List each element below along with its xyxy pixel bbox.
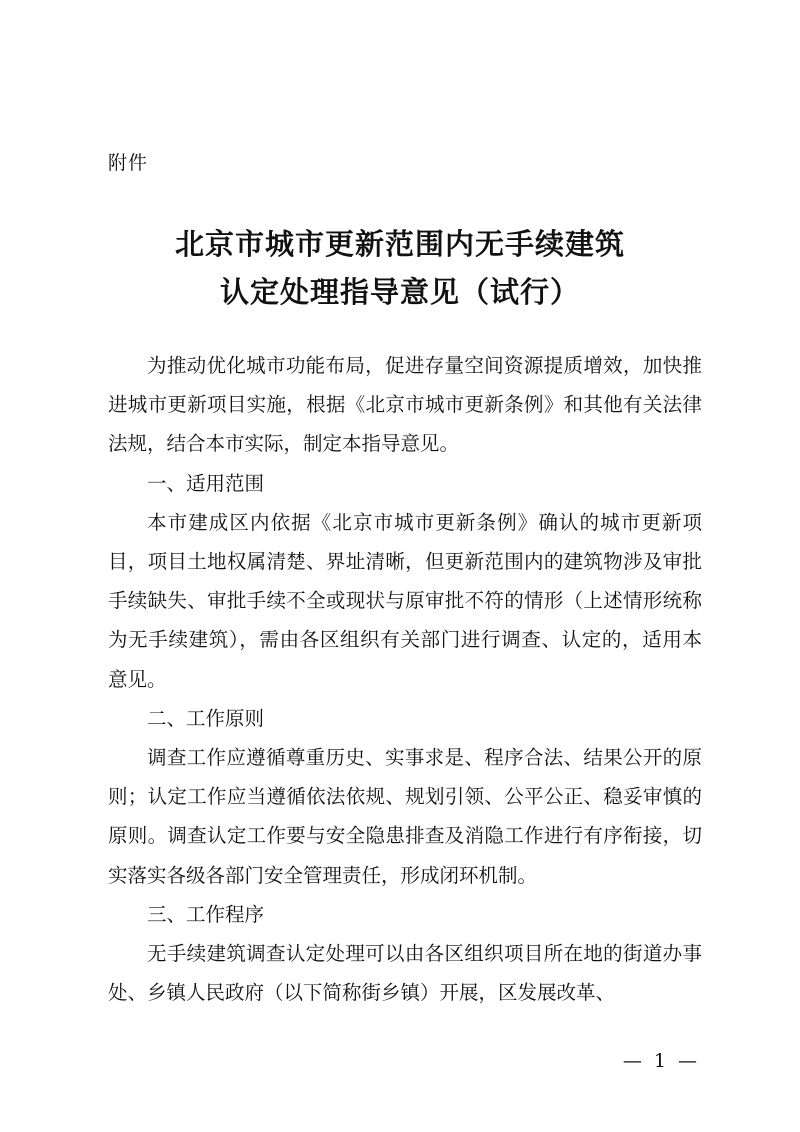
section-heading-principles: 二、工作原则 [147, 706, 265, 730]
section-heading-scope: 一、适用范围 [147, 471, 265, 495]
section-heading-procedure: 三、工作程序 [147, 902, 265, 926]
intro-paragraph: 为推动优化城市功能布局，促进存量空间资源提质增效，加快推进城市更新项目实施，根据《北京市城市更新条例》和其他有关法律法规，结合本市实际，制定本指导意见。 [108, 354, 702, 456]
page-number: — 1 — [622, 1050, 700, 1072]
section-paragraph-procedure: 无手续建筑调查认定处理可以由各区组织项目所在地的街道办事处、乡镇人民政府（以下简称街乡镇）开展，区发展改革、 [108, 942, 702, 1005]
document-title-line-1: 北京市城市更新范围内无手续建筑 [174, 227, 625, 261]
section-paragraph-scope: 本市建成区内依据《北京市城市更新条例》确认的城市更新项目，项目土地权属清楚、界址清晰，但更新范围内的建筑物涉及审批手续缺失、审批手续不全或现状与原审批不符的情形（上述情形统称为无手续建筑），需由各区组织有关部门进行调查、认定的，适用本意见。 [108, 510, 702, 691]
attachment-label: 附件 [108, 152, 149, 174]
document-body [108, 346, 702, 1012]
section-paragraph-principles: 调查工作应遵循尊重历史、实事求是、程序合法、结果公开的原则；认定工作应当遵循依法依规、规划引领、公平公正、稳妥审慎的原则。调查认定工作要与安全隐患排查及消隐工作进行有序衔接，切实落实各级各部门安全管理责任，形成闭环机制。 [108, 746, 702, 887]
document-title-line-2: 认定处理指导意见（试行） [219, 275, 580, 309]
